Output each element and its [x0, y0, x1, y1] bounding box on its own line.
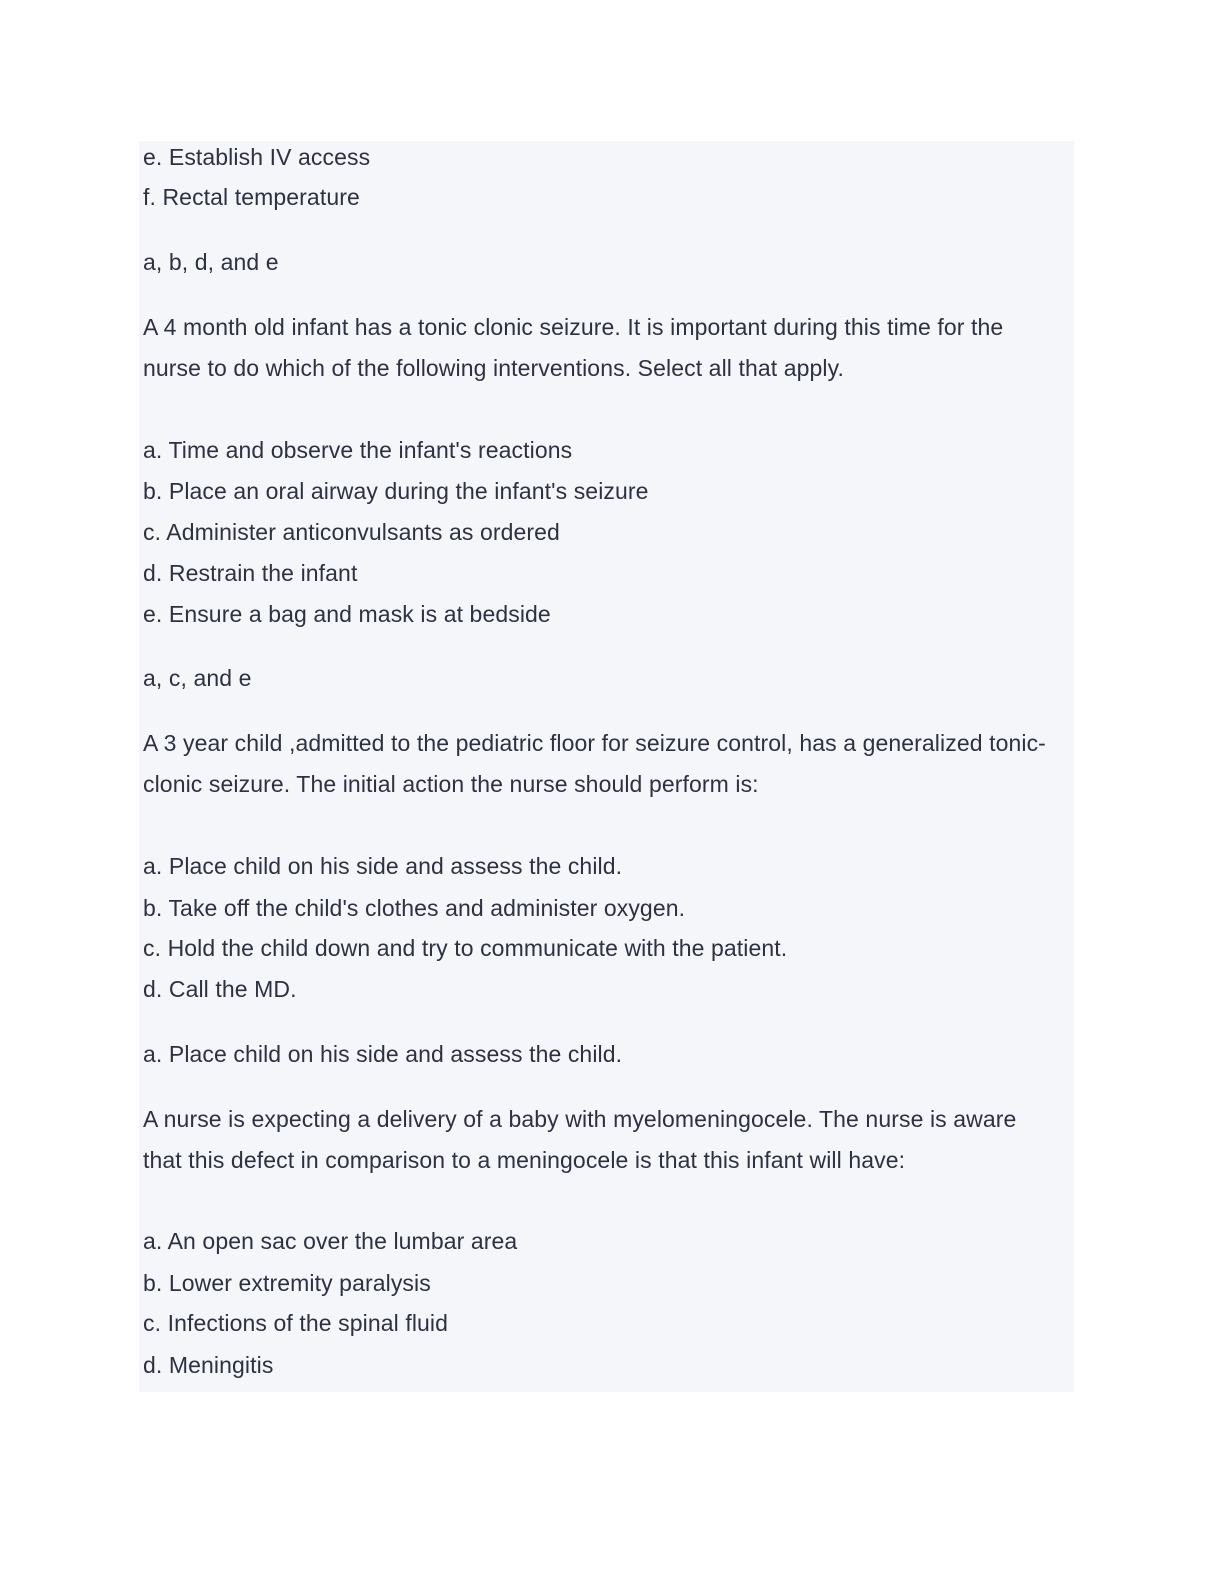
question-2-option-b: b. Take off the child's clothes and administer oxygen.: [143, 895, 686, 921]
question-2-option-d: d. Call the MD.: [143, 976, 297, 1002]
question-3-text-line-1: A nurse is expecting a delivery of a baby with myelomeningocele. The nurse is aware: [143, 1106, 1017, 1132]
question-1-option-e: e. Ensure a bag and mask is at bedside: [143, 601, 551, 627]
prev-question-option-e: e. Establish IV access: [143, 144, 371, 170]
question-1-option-a: a. Time and observe the infant's reactions: [143, 437, 573, 463]
question-2-text-line-1: A 3 year child ,admitted to the pediatric floor for seizure control, has a generalized tonic-: [143, 730, 1046, 756]
question-3-option-a: a. An open sac over the lumbar area: [143, 1228, 518, 1254]
question-3-option-b: b. Lower extremity paralysis: [143, 1270, 431, 1296]
question-2-option-a: a. Place child on his side and assess the child.: [143, 853, 623, 879]
question-1-option-b: b. Place an oral airway during the infant's seizure: [143, 478, 649, 504]
question-2-answer: a. Place child on his side and assess the child.: [143, 1041, 623, 1067]
question-1-option-c: c. Administer anticonvulsants as ordered: [143, 519, 560, 545]
question-3-option-d: d. Meningitis: [143, 1352, 274, 1378]
question-1-text-line-2: nurse to do which of the following interventions. Select all that apply.: [143, 355, 845, 381]
question-2-text-line-2: clonic seizure. The initial action the nurse should perform is:: [143, 771, 759, 797]
question-3-text-line-2: that this defect in comparison to a meningocele is that this infant will have:: [143, 1147, 906, 1173]
prev-question-answer: a, b, d, and e: [143, 249, 279, 275]
question-1-text-line-1: A 4 month old infant has a tonic clonic seizure. It is important during this time for the: [143, 314, 1004, 340]
prev-question-option-f: f. Rectal temperature: [143, 184, 360, 210]
question-3-option-c: c. Infections of the spinal fluid: [143, 1310, 449, 1336]
question-1-option-d: d. Restrain the infant: [143, 560, 358, 586]
question-1-answer: a, c, and e: [143, 665, 252, 691]
question-2-option-c: c. Hold the child down and try to communicate with the patient.: [143, 935, 788, 961]
